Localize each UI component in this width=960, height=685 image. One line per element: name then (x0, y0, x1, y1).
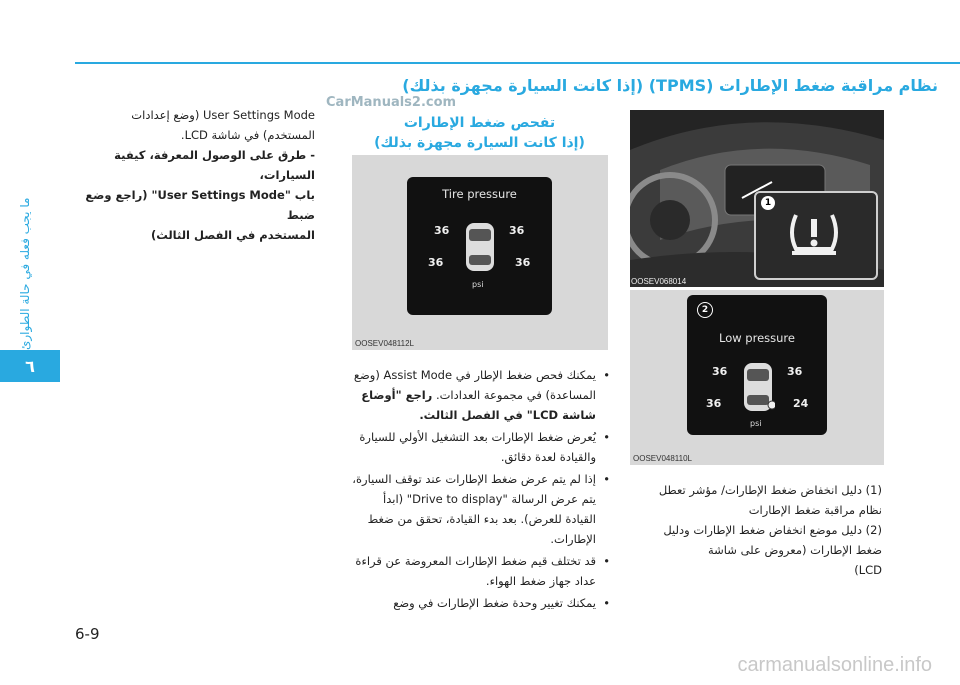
tpms-warning-icon (784, 207, 844, 262)
right-column (630, 480, 882, 580)
car-top-view-icon (741, 361, 775, 413)
left-line: المستخدم في الفصل الثالث) (150, 228, 315, 242)
left-column (75, 105, 315, 245)
lcd-display (407, 177, 552, 315)
left-line: باب "User Settings Mode" (راجع وضع ضبط (85, 188, 315, 222)
figure-caption: OOSEV068014 (631, 277, 687, 286)
bullet-item: • يمكنك تغيير وحدة ضغط الإطارات في وضع (352, 593, 610, 613)
sub-heading-line1: تفحص ضغط الإطارات (403, 115, 556, 131)
front-right-pressure: 36 (509, 224, 525, 237)
rear-left-pressure: 36 (706, 397, 722, 410)
legend-line: نظام مراقبة ضغط الإطارات (748, 503, 882, 517)
car-top-view-icon (463, 221, 497, 273)
bullet-text-bold: راجع "أوضاع شاشة LCD" في الفصل الثالث. (361, 388, 596, 422)
badge-2: 2 (697, 302, 713, 318)
page-number: 6-9 (75, 625, 100, 643)
top-rule (75, 62, 960, 64)
rear-right-pressure: 24 (793, 397, 809, 410)
left-line: - طرق على الوصول المعرفة، كيفية السيارات، (114, 148, 315, 182)
watermark: CarManuals2.com (326, 95, 457, 110)
tire-pressure-figure (352, 155, 608, 350)
footer-watermark: carmanualsonline.info (737, 654, 932, 676)
lcd-title: Tire pressure (442, 187, 517, 201)
section-heading: نظام مراقبة ضغط الإطارات (TPMS) (إذا كانت السيارة مجهزة بذلك) (402, 76, 938, 95)
legend-line: (1) دليل انخفاض ضغط الإطارات/ مؤشر تعطل (658, 483, 882, 497)
legend-line: LCD) (854, 563, 882, 577)
pressure-unit: psi (472, 280, 484, 289)
sub-heading-line2: (إذا كانت السيارة مجهزة بذلك) (374, 135, 585, 151)
rear-right-pressure: 36 (515, 256, 531, 269)
figure-caption: OOSEV048112L (355, 339, 415, 348)
pressure-unit: psi (750, 419, 762, 428)
rear-left-pressure: 36 (428, 256, 444, 269)
chapter-title-vertical: ما يجب فعله في حالة الطوارئ (18, 197, 32, 350)
front-left-pressure: 36 (434, 224, 450, 237)
left-line: المستخدم) في شاشة LCD. (180, 128, 315, 142)
middle-column (352, 365, 610, 615)
badge-1: 1 (761, 196, 775, 210)
sub-heading (352, 113, 607, 153)
bullet-item (352, 365, 610, 425)
bullet-item: • إذا لم يتم عرض ضغط الإطارات عند توقف السيارة، يتم عرض الرسالة "Drive to display" (ابدأ القيادة للعرض). بعد بدء القيادة، تحقق من ضغط الإطارات. (352, 469, 610, 549)
low-pressure-figure (630, 290, 884, 465)
bullet-text: يمكنك فحص ضغط الإطار في Assist Mode (وضع المساعدة) في مجموعة العدادات. (353, 368, 596, 402)
chapter-tab: ٦ (0, 350, 60, 382)
lcd-title: Low pressure (719, 331, 795, 345)
legend-line: ضغط الإطارات (معروض على شاشة (707, 543, 882, 557)
front-right-pressure: 36 (787, 365, 803, 378)
figure-caption: OOSEV048110L (633, 454, 693, 463)
legend-line: (2) دليل موضع انخفاض ضغط الإطارات ودليل (663, 523, 882, 537)
bullet-item: • قد تختلف قيم ضغط الإطارات المعروضة عن قراءة عداد جهاز ضغط الهواء. (352, 551, 610, 591)
left-line: User Settings Mode (وضع إعدادات (131, 108, 315, 122)
front-left-pressure: 36 (712, 365, 728, 378)
bullet-item: • يُعرض ضغط الإطارات بعد التشغيل الأولي للسيارة والقيادة لعدة دقائق. (352, 427, 610, 467)
